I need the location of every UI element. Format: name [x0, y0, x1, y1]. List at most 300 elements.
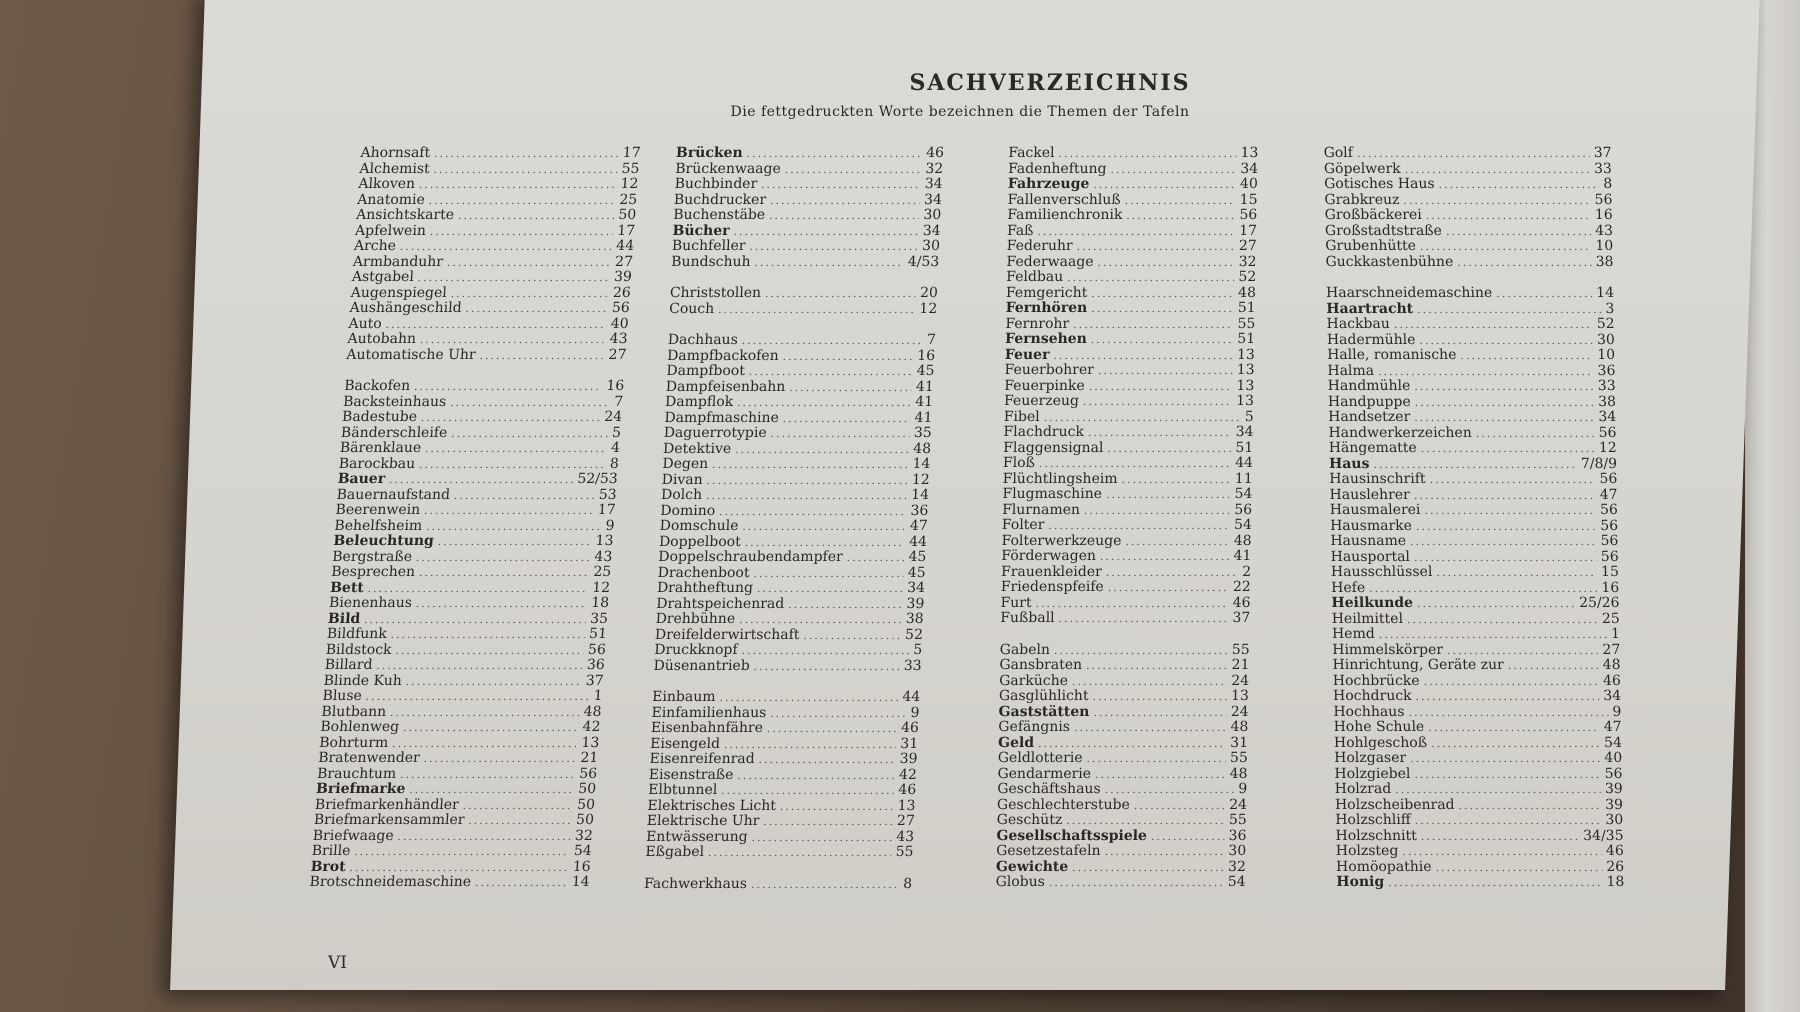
index-term: Grabkreuz [1324, 191, 1400, 208]
dot-leader [1048, 518, 1230, 534]
dot-leader [1357, 146, 1590, 162]
dot-leader [1084, 503, 1231, 519]
index-term: Bluse [322, 688, 363, 704]
index-term: Apfelwein [354, 222, 427, 239]
index-entry [1006, 286, 1256, 302]
index-page-ref: 34 [1235, 424, 1254, 440]
dot-leader [803, 628, 901, 644]
index-term: Fußball [1000, 610, 1055, 626]
index-page-ref: 41 [1233, 548, 1252, 564]
index-entry [1005, 332, 1255, 348]
dot-leader [425, 441, 608, 457]
index-page-ref: 56 [1234, 501, 1253, 518]
dot-leader [397, 829, 571, 845]
dot-leader [405, 674, 582, 690]
index-page-ref: 56 [1598, 424, 1617, 441]
dot-leader [418, 177, 617, 193]
dot-leader [415, 596, 587, 612]
index-entry [661, 473, 930, 489]
dot-leader [354, 844, 571, 860]
index-entry [336, 488, 617, 504]
index-entry [666, 364, 935, 380]
index-page-ref: 50 [575, 812, 595, 828]
index-page-ref: 17 [622, 145, 642, 161]
index-term: Hausschlüssel [1330, 564, 1433, 580]
dot-leader [1125, 534, 1230, 550]
index-entry [1008, 162, 1258, 178]
index-page-ref: 51 [588, 626, 608, 642]
index-term: Eisenreifenrad [649, 751, 755, 767]
index-term: Briefmarkensammler [313, 812, 466, 828]
index-page-ref: 37 [1593, 145, 1612, 161]
index-entry [998, 720, 1248, 736]
dot-leader [1097, 255, 1234, 271]
index-entry [650, 737, 919, 753]
dot-leader [753, 659, 900, 675]
dot-leader [1091, 286, 1234, 302]
index-page-ref: 46 [1232, 594, 1251, 611]
dot-leader [751, 830, 892, 846]
dot-leader [1092, 689, 1227, 705]
dot-leader [1408, 705, 1608, 721]
index-term: Honig [1336, 874, 1385, 890]
index-entry [645, 845, 914, 861]
index-page-ref: 55 [1237, 315, 1256, 332]
index-entry [1336, 875, 1624, 891]
index-page-ref: 17 [616, 222, 636, 239]
index-term: Daguerrotypie [663, 425, 768, 441]
index-term: Flurnamen [1002, 501, 1081, 518]
index-page-ref: 25/26 [1578, 595, 1620, 611]
index-page-ref: 34 [1603, 688, 1622, 704]
index-term: Garküche [999, 672, 1069, 689]
index-entry [1328, 426, 1616, 442]
dot-leader [429, 224, 613, 240]
index-entry [674, 177, 943, 193]
dot-leader [1435, 860, 1602, 876]
index-page-ref: 34 [922, 222, 941, 239]
dot-leader [364, 612, 587, 628]
index-page-ref: 7 [613, 393, 624, 410]
index-term: Dampfboot [666, 363, 746, 379]
index-page-ref: 52 [1596, 316, 1615, 332]
index-entry [1324, 193, 1612, 209]
index-entry [664, 411, 933, 427]
index-page-ref: 1 [593, 688, 604, 704]
dot-leader [1403, 193, 1590, 209]
index-page-ref: 56 [1600, 548, 1619, 565]
index-page-ref: 45 [907, 564, 927, 581]
index-term: Großbäckerei [1324, 207, 1422, 223]
dot-leader [719, 690, 899, 706]
index-term: Halle, romanische [1327, 347, 1457, 363]
index-term: Besprechen [330, 564, 416, 580]
dot-leader [433, 162, 618, 178]
index-page-ref: 56 [578, 765, 598, 782]
index-page-ref: 44 [908, 533, 928, 550]
index-page-ref: 24 [1229, 796, 1248, 813]
index-term: Ansichtskarte [355, 207, 455, 223]
dot-leader [1077, 239, 1236, 255]
index-page-ref: 38 [905, 611, 924, 627]
index-term: Gotisches Haus [1324, 176, 1435, 192]
index-term: Doppelboot [658, 533, 742, 550]
index-term: Holzgaser [1334, 750, 1407, 766]
index-entry [1325, 239, 1613, 255]
dot-leader [1044, 410, 1241, 426]
index-entry [349, 301, 630, 317]
index-page-ref: 53 [598, 486, 618, 503]
index-page-ref: 54 [1603, 734, 1623, 751]
index-page-ref: 9 [1612, 703, 1622, 720]
index-page-ref: 14 [910, 487, 930, 503]
dot-leader [403, 720, 580, 736]
index-term: Gaststätten [998, 703, 1090, 720]
index-page-ref: 56 [1599, 502, 1618, 518]
index-entry [1333, 705, 1621, 721]
index-term: Hauslehrer [1329, 486, 1410, 503]
index-term: Handmühle [1327, 378, 1411, 394]
index-page-ref: 18 [590, 595, 610, 611]
index-term: Fadenheftung [1007, 160, 1107, 177]
index-term: Furt [1000, 594, 1032, 611]
dot-leader [1088, 425, 1232, 441]
dot-leader [1414, 410, 1594, 426]
index-term: Heilkunde [1331, 595, 1414, 611]
index-page-ref: 26 [1606, 858, 1625, 875]
dot-leader [1395, 782, 1601, 798]
index-page-ref: 16 [605, 378, 625, 394]
index-page-ref: 56 [1600, 533, 1619, 549]
index-page-ref: 31 [900, 735, 919, 752]
dot-leader [1083, 394, 1233, 410]
index-term: Domschule [659, 518, 739, 534]
index-page-ref: 42 [898, 766, 918, 783]
index-page-ref: 30 [923, 207, 942, 223]
index-page-ref: 52 [904, 626, 924, 643]
index-entry [1331, 596, 1619, 612]
index-page-ref: 46 [1602, 672, 1621, 689]
dot-leader [434, 146, 620, 162]
index-term: Grubenhütte [1325, 238, 1417, 254]
index-term: Bärenklaue [339, 440, 422, 456]
index-term: Briefwaage [312, 827, 395, 844]
index-term: Briefmarkenhändler [314, 796, 460, 813]
index-entry [1335, 813, 1623, 829]
index-page-ref: 22 [1232, 579, 1251, 595]
dot-leader [724, 737, 897, 753]
dot-leader [1378, 364, 1594, 380]
index-term: Golf [1323, 145, 1354, 161]
letter-group-gap [644, 861, 913, 877]
index-entry [1007, 208, 1257, 224]
dot-leader [450, 286, 609, 302]
index-entry [1330, 534, 1618, 550]
index-entry [1002, 503, 1252, 519]
dot-leader [390, 627, 585, 643]
index-term: Frauenkleider [1000, 563, 1102, 580]
index-page-ref: 51 [1237, 300, 1256, 316]
index-page-ref: 9 [605, 517, 616, 534]
index-page-ref: 38 [1595, 253, 1614, 270]
dot-leader [1379, 627, 1608, 643]
index-entry [319, 736, 600, 752]
index-term: Brotschneidemaschine [309, 874, 472, 890]
index-term: Fernsehen [1004, 331, 1087, 347]
index-term: Brille [311, 843, 351, 859]
index-entry [648, 783, 917, 799]
index-page-ref: 52 [1238, 269, 1257, 285]
index-entry [356, 208, 637, 224]
index-term: Aushängeschild [349, 300, 463, 316]
dot-leader [1415, 813, 1602, 829]
letter-group-gap [653, 674, 922, 690]
dot-leader [737, 395, 912, 411]
index-term: Brückenwaage [674, 160, 782, 177]
index-term: Bundschuh [670, 253, 751, 270]
index-entry [665, 380, 934, 396]
index-entry [1003, 456, 1253, 472]
index-page-ref: 12 [1598, 440, 1617, 456]
index-page-ref: 5 [1244, 408, 1254, 425]
dot-leader [1421, 441, 1595, 457]
index-entry [1007, 239, 1257, 255]
index-entry [320, 720, 601, 736]
index-entry [1327, 348, 1615, 364]
dot-leader [1054, 643, 1228, 659]
index-page-ref: 34 [906, 580, 926, 596]
dot-leader [1423, 674, 1599, 690]
index-term: Holzscheibenrad [1334, 796, 1455, 813]
index-page-ref: 27 [614, 253, 634, 270]
index-term: Badestube [341, 409, 418, 425]
dot-leader [1447, 643, 1599, 659]
index-entry [1335, 829, 1623, 845]
dot-leader [367, 581, 589, 597]
dot-leader [437, 534, 592, 550]
index-entry [1324, 162, 1612, 178]
index-entry [351, 270, 632, 286]
index-entry [1325, 208, 1613, 224]
index-term: Dachhaus [667, 332, 739, 348]
index-term: Femgericht [1005, 284, 1088, 301]
dot-leader [1415, 395, 1595, 411]
dot-leader [770, 426, 910, 442]
dot-leader [1072, 860, 1224, 876]
index-page-ref: 34/35 [1583, 827, 1624, 844]
index-entry [659, 535, 928, 551]
index-page-ref: 48 [1602, 657, 1621, 673]
index-page-ref: 2 [1242, 563, 1252, 580]
index-page-ref: 38 [1597, 393, 1617, 410]
index-term: Alkoven [357, 176, 416, 192]
index-entry [353, 239, 634, 255]
index-term: Blutbann [320, 703, 387, 720]
index-term: Backsteinhaus [342, 393, 447, 410]
dot-leader [741, 333, 923, 349]
index-entry [1330, 503, 1618, 519]
index-entry [1003, 441, 1253, 457]
index-term: Dampflok [664, 394, 734, 410]
index-term: Feldbau [1006, 269, 1064, 285]
index-term: Federwaage [1006, 253, 1094, 270]
index-page-ref: 11 [1234, 470, 1253, 487]
index-term: Einfamilienhaus [651, 704, 767, 721]
dot-leader [451, 426, 609, 442]
index-term: Flüchtlingsheim [1002, 470, 1118, 487]
index-term: Folterwerkzeuge [1001, 532, 1122, 549]
index-page-ref: 8 [1603, 176, 1613, 192]
index-term: Geschütz [996, 812, 1063, 828]
index-page-ref: 8 [609, 455, 620, 472]
index-entry [1003, 425, 1253, 441]
index-entry [1332, 612, 1620, 628]
index-entry [334, 519, 615, 535]
dot-leader [419, 332, 606, 348]
index-term: Blinde Kuh [323, 672, 403, 689]
index-term: Briefmarke [315, 781, 406, 797]
index-entry [330, 581, 611, 597]
index-term: Gefängnis [998, 719, 1071, 735]
dot-leader [721, 783, 895, 799]
index-entry [647, 799, 916, 815]
index-page-ref: 32 [1227, 858, 1247, 875]
index-term: Heilmittel [1331, 610, 1404, 627]
index-term: Göpelwerk [1323, 160, 1401, 177]
index-term: Eisenstraße [648, 766, 734, 783]
dot-leader [1053, 348, 1233, 364]
index-entry [1328, 379, 1616, 395]
dot-leader [753, 566, 904, 582]
dot-leader [1072, 674, 1228, 690]
index-term: Gabeln [999, 641, 1051, 658]
index-entry [350, 286, 631, 302]
index-term: Drahtheftung [656, 580, 754, 596]
index-entry [1004, 394, 1254, 410]
index-entry [997, 767, 1247, 783]
index-page-ref: 10 [1595, 238, 1614, 254]
index-entry [1332, 643, 1620, 659]
dot-leader [742, 519, 906, 535]
index-page-ref: 48 [1229, 765, 1248, 782]
dot-leader [1476, 426, 1595, 442]
dot-leader [1417, 302, 1602, 318]
page-number: VI [328, 953, 347, 973]
index-term: Hefe [1331, 579, 1366, 596]
index-term: Behelfsheim [333, 517, 423, 534]
index-page-ref: 55 [1229, 750, 1248, 766]
dot-leader [1373, 457, 1577, 473]
index-entry [669, 286, 938, 302]
index-page-ref: 56 [1599, 471, 1618, 487]
dot-leader [1419, 333, 1593, 349]
index-entry [315, 782, 596, 798]
index-page-ref: 39 [613, 269, 633, 285]
index-term: Dolch [660, 487, 703, 503]
dot-leader [1416, 519, 1597, 535]
index-entry [1334, 751, 1622, 767]
index-page-ref: 7 [926, 332, 937, 348]
index-term: Hinrichtung, Geräte zur [1332, 657, 1504, 673]
index-entry [997, 813, 1247, 829]
index-term: Ahornsaft [359, 145, 431, 161]
index-entry [1008, 146, 1258, 162]
dot-leader [1049, 875, 1224, 891]
index-page-ref: 34 [1240, 160, 1259, 177]
index-term: Flaggensignal [1003, 439, 1104, 456]
index-term: Haus [1328, 455, 1370, 472]
dot-leader [749, 364, 913, 380]
index-page-ref: 51 [1237, 331, 1256, 347]
index-term: Handpuppe [1327, 393, 1411, 410]
index-term: Hohe Schule [1333, 719, 1425, 735]
index-term: Beleuchtung [332, 533, 435, 549]
index-entry [331, 565, 612, 581]
index-term: Hochdruck [1332, 688, 1412, 704]
index-entry [671, 255, 940, 271]
index-entry [1334, 720, 1622, 736]
index-page-ref: 13 [1236, 362, 1255, 378]
index-page-ref: 45 [908, 549, 927, 565]
index-entry [1006, 255, 1256, 271]
index-page-ref: 55 [1228, 812, 1247, 828]
index-entry [1001, 549, 1251, 565]
index-term: Dampfeisenbahn [665, 378, 786, 395]
index-term: Dampfbackofen [666, 347, 780, 364]
index-entry [675, 162, 944, 178]
index-entry [1001, 534, 1251, 550]
dot-leader [390, 705, 581, 721]
index-term: Barockbau [338, 455, 416, 472]
index-page-ref: 12 [591, 579, 611, 596]
index-entry [339, 441, 620, 457]
index-page-ref: 15 [1239, 191, 1258, 208]
dot-leader [458, 208, 615, 224]
index-page-ref: 14 [912, 456, 931, 472]
dot-leader [1067, 270, 1234, 286]
index-entry [1336, 860, 1624, 876]
index-entry [998, 751, 1248, 767]
index-page-ref: 8 [902, 875, 913, 892]
index-term: Hausinschrift [1329, 471, 1426, 487]
index-term: Federuhr [1006, 238, 1073, 254]
index-page-ref: 39 [1605, 796, 1624, 813]
index-entry [999, 658, 1249, 674]
index-page-ref: 30 [921, 238, 941, 254]
dot-leader [1458, 798, 1601, 814]
index-page-ref: 30 [1605, 812, 1624, 828]
index-entry [328, 596, 609, 612]
index-term: Gewichte [995, 858, 1069, 875]
dot-leader [1104, 844, 1224, 860]
index-term: Billard [324, 657, 374, 673]
index-term: Geldlotterie [997, 750, 1083, 766]
index-page-ref: 41 [915, 378, 935, 395]
index-entry [1332, 627, 1620, 643]
dot-leader [399, 239, 612, 255]
index-page-ref: 21 [579, 750, 599, 766]
index-page-ref: 20 [919, 285, 939, 301]
index-page-ref: 39 [1604, 781, 1623, 797]
index-column-3 [996, 146, 1259, 891]
index-entry [644, 877, 913, 893]
index-page-ref: 44 [902, 689, 921, 705]
index-page-ref: 27 [1602, 641, 1621, 658]
index-term: Bänderschleife [340, 424, 448, 441]
index-entry [667, 349, 936, 365]
index-term: Handsetzer [1328, 409, 1411, 425]
index-term: Hausmarke [1329, 517, 1413, 534]
